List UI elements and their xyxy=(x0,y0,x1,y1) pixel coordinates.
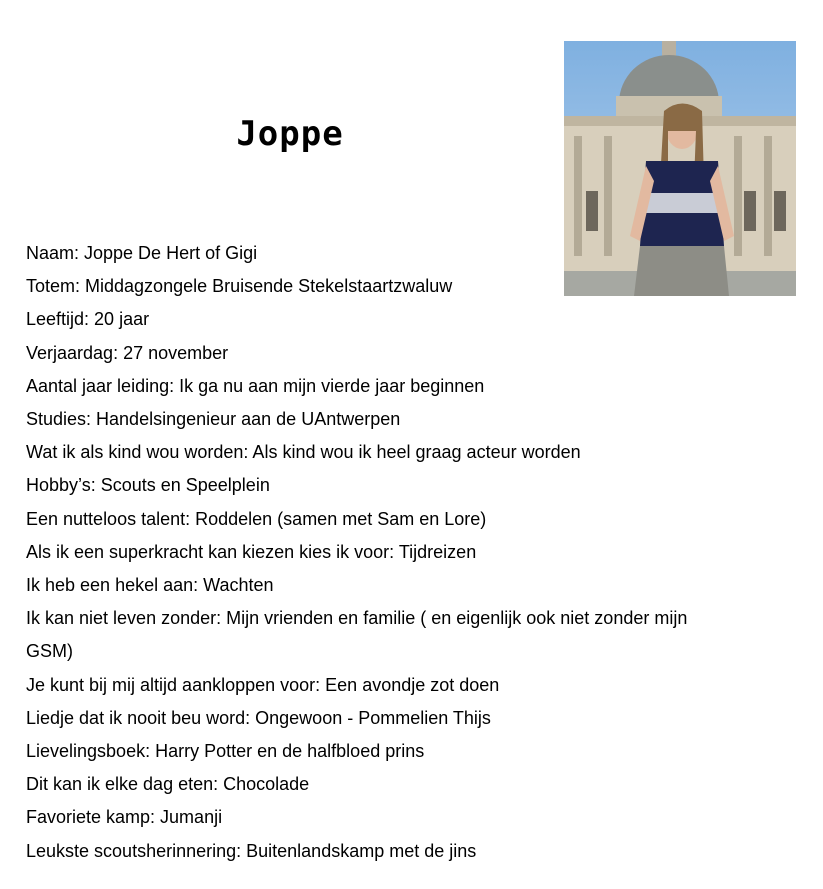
detail-line: Leukste scoutsherinnering: Buitenlandskamp met de jins xyxy=(26,840,477,861)
detail-line: Liedje dat ik nooit beu word: Ongewoon - Pommelien Thijs xyxy=(26,707,491,728)
detail-line: Ik kan niet leven zonder: Mijn vrienden en familie ( en eigenlijk ook niet zonder mijn xyxy=(26,608,688,629)
detail-line: Aantal jaar leiding: Ik ga nu aan mijn vierde jaar beginnen xyxy=(26,375,485,396)
detail-line: Een nutteloos talent: Roddelen (samen met Sam en Lore) xyxy=(26,508,487,529)
detail-line: Totem: Middagzongele Bruisende Stekelstaartzwaluw xyxy=(26,276,453,297)
detail-line: Leeftijd: 20 jaar xyxy=(26,309,150,330)
detail-line: Je kunt bij mij altijd aankloppen voor: Een avondje zot doen xyxy=(26,674,500,695)
detail-line: GSM) xyxy=(26,641,73,662)
detail-line: Ik heb een hekel aan: Wachten xyxy=(26,575,274,596)
page-title: Joppe xyxy=(236,114,344,154)
detail-line: Dit kan ik elke dag eten: Chocolade xyxy=(26,774,310,795)
detail-line: Als ik een superkracht kan kiezen kies ik voor: Tijdreizen xyxy=(26,541,477,562)
detail-line: Hobby’s: Scouts en Speelplein xyxy=(26,475,270,496)
detail-line: Favoriete kamp: Jumanji xyxy=(26,807,223,828)
detail-line: Verjaardag: 27 november xyxy=(26,342,229,363)
detail-line: Wat ik als kind wou worden: Als kind wou ik heel graag acteur worden xyxy=(26,442,581,463)
profile-details xyxy=(26,237,786,868)
detail-line: Lievelingsboek: Harry Potter en de halfbloed prins xyxy=(26,741,425,762)
detail-line: Studies: Handelsingenieur aan de UAntwerpen xyxy=(26,409,401,430)
detail-line: Naam: Joppe De Hert of Gigi xyxy=(26,243,258,263)
